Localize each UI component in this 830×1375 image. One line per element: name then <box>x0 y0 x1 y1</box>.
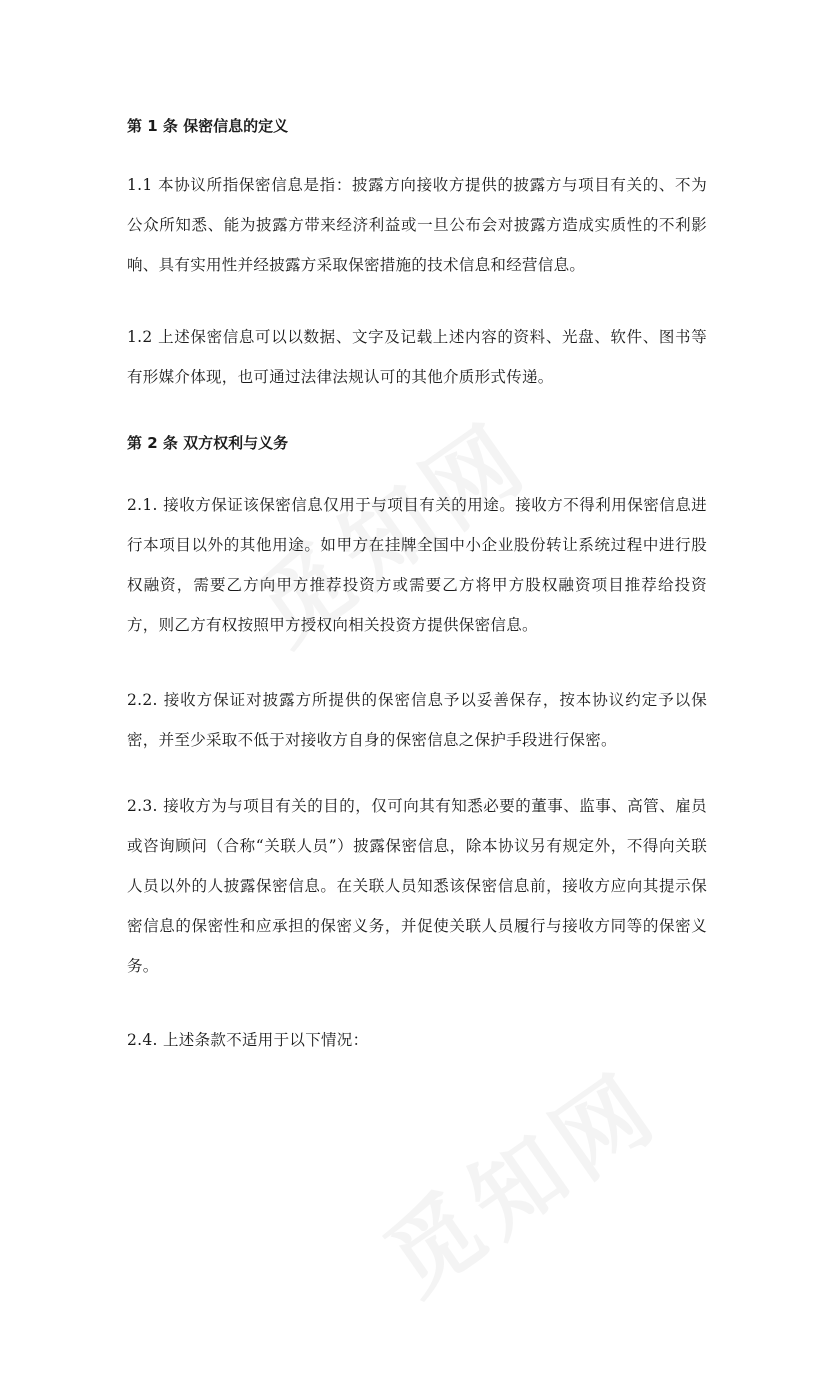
clause-2-2: 2.2. 接收方保证对披露方所提供的保密信息予以妥善保存，按本协议约定予以保密，并至少采取不低于对接收方自身的保密信息之保护手段进行保密。 <box>127 691 707 749</box>
clause-2-3: 2.3. 接收方为与项目有关的目的，仅可向其有知悉必要的董事、监事、高管、雇员或咨询顾问（合称“关联人员”）披露保密信息，除本协议另有规定外，不得向关联人员以外的人披露保密信息。在关联人员知悉该保密信息前，接收方应向其提示保密信息的保密性和应承担的保密义务，并促使关联人员履行与接收方同等的保密义务。 <box>127 797 707 975</box>
clause-2-4: 2.4. 上述条款不适用于以下情况： <box>127 1031 369 1049</box>
clause-1-2: 1.2 上述保密信息可以以数据、文字及记载上述内容的资料、光盘、软件、图书等有形媒介体现，也可通过法律法规认可的其他介质形式传递。 <box>127 328 707 386</box>
section-2-heading: 第 2 条 双方权利与义务 <box>127 434 289 452</box>
section-1-heading: 第 1 条 保密信息的定义 <box>127 117 289 135</box>
clause-1-1: 1.1 本协议所指保密信息是指：披露方向接收方提供的披露方与项目有关的、不为公众所知悉、能为披露方带来经济利益或一旦公布会对披露方造成实质性的不利影响、具有实用性并经披露方采取保密措施的技术信息和经营信息。 <box>127 176 707 274</box>
clause-2-1: 2.1. 接收方保证该保密信息仅用于与项目有关的用途。接收方不得利用保密信息进行本项目以外的其他用途。如甲方在挂牌全国中小企业股份转让系统过程中进行股权融资，需要乙方向甲方推荐投资方或需要乙方将甲方股权融资项目推荐给投资方，则乙方有权按照甲方授权向相关投资方提供保密信息。 <box>127 496 707 634</box>
watermark-bottom <box>355 1005 765 1375</box>
